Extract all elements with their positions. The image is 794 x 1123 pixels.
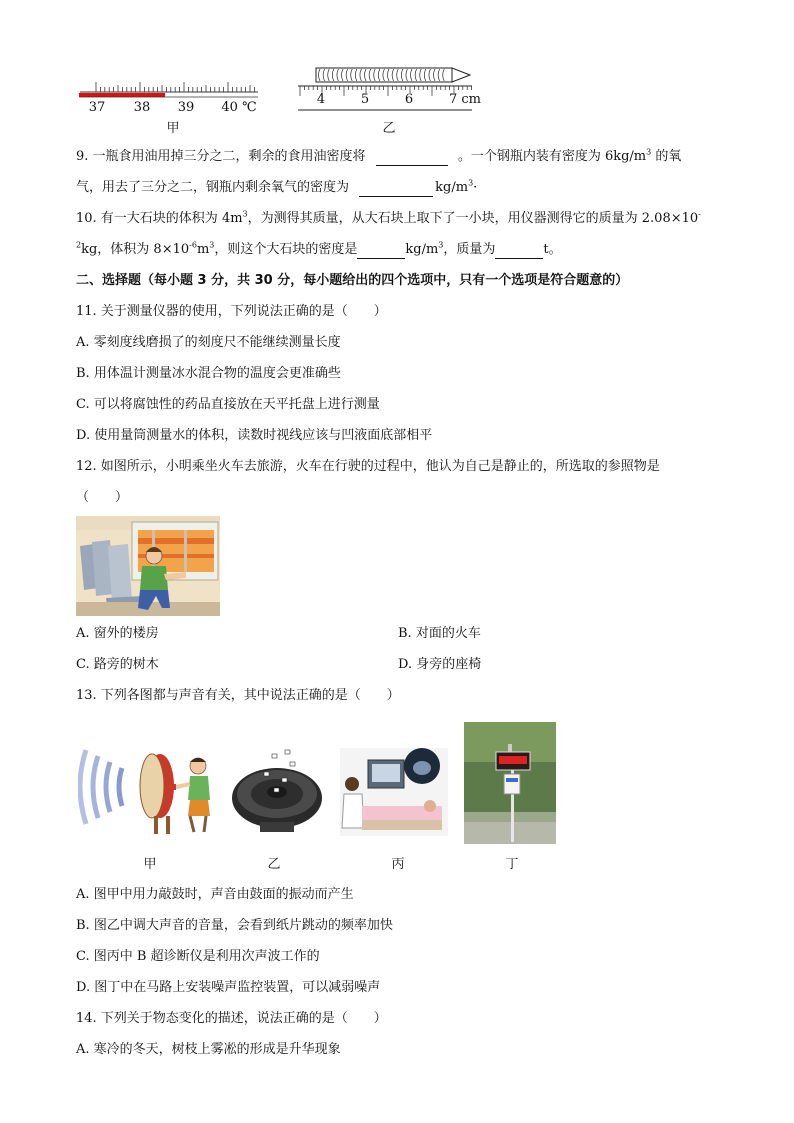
- q9-line-1: [76, 148, 681, 166]
- section-2-heading: 二、选择题（每小题 3 分，共 30 分，每小题给出的四个选项中，只有一个选项是符合题意的）: [76, 273, 629, 288]
- q13-option-d[interactable]: D. 图丁中在马路上安装噪声监控装置，可以减弱噪声: [76, 980, 381, 995]
- q10-pre: 2: [76, 240, 82, 250]
- q9-blank-1[interactable]: [376, 151, 448, 166]
- drum-image: [78, 740, 220, 836]
- pencil-tip: [452, 68, 470, 82]
- ruler-tick-5: 5: [360, 92, 370, 107]
- q10-line-2: [76, 241, 562, 259]
- speaker-image: [230, 748, 324, 836]
- q13-caption-bing: 丙: [391, 857, 405, 872]
- q12-option-d[interactable]: D. 身旁的座椅: [398, 657, 482, 672]
- q11-option-a[interactable]: A. 零刻度线磨损了的刻度尺不能继续测量长度: [76, 335, 341, 350]
- q10-sup-5: 3: [438, 240, 444, 250]
- ruler-tick-7cm: 7 cm: [448, 92, 481, 107]
- thermo-tick-37: 37: [88, 100, 106, 115]
- q9-text-6: ·: [473, 180, 478, 195]
- q11-stem: 11. 关于测量仪器的使用，下列说法正确的是（ ）: [76, 304, 387, 319]
- q12-option-a[interactable]: A. 窗外的楼房: [76, 626, 159, 641]
- q9-text-1: 9. 一瓶食用油用掉三分之二，剩余的食用油密度将: [76, 149, 366, 164]
- q10-text-8: t。: [543, 242, 562, 257]
- q10-sup-1: 3: [242, 209, 248, 219]
- q13-caption-yi: 乙: [267, 857, 281, 872]
- q14-stem: 14. 下列关于物态变化的描述，说法正确的是（ ）: [76, 1011, 387, 1026]
- q13-caption-jia: 甲: [143, 857, 157, 872]
- q13-option-b[interactable]: B. 图乙中调大声音的音量，会看到纸片跳动的频率加快: [76, 918, 393, 933]
- q13-caption-ding: 丁: [505, 857, 519, 872]
- q10-text-4: m: [196, 242, 210, 257]
- q10-sup-4: 3: [209, 240, 215, 250]
- q9-text-3: 的氧: [651, 149, 682, 164]
- q10-blank-1[interactable]: [357, 244, 405, 259]
- thermo-tick-38: 38: [133, 100, 151, 115]
- q10-text-1: 10. 有一大石块的体积为 4m: [76, 211, 243, 226]
- q10-text-7: ，质量为: [443, 242, 496, 257]
- thermo-tick-40: 40 ℃: [221, 100, 257, 115]
- q10-sup-2: -: [698, 209, 701, 219]
- noise-monitor-image: [464, 722, 556, 844]
- q9-sup-2: 3: [468, 178, 474, 188]
- q9-line-2: [76, 179, 477, 197]
- q14-option-a[interactable]: A. 寒冷的冬天，树枝上雾凇的形成是升华现象: [76, 1042, 341, 1057]
- q11-option-d[interactable]: D. 使用量筒测量水的体积，读数时视线应该与凹液面底部相平: [76, 428, 433, 443]
- ruler-tick-6: 6: [404, 92, 414, 107]
- q12-option-c[interactable]: C. 路旁的树木: [76, 657, 159, 672]
- q11-option-b[interactable]: B. 用体温计测量冰水混合物的温度会更准确些: [76, 366, 341, 381]
- q9-text-2: 。一个钢瓶内装有密度为 6kg/m: [457, 149, 647, 164]
- q10-sup-3: -6: [189, 240, 197, 250]
- q13-option-a[interactable]: A. 图甲中用力敲鼓时，声音由鼓面的振动而产生: [76, 887, 354, 902]
- ruler-tick-4: 4: [316, 92, 326, 107]
- q10-text-2: ，为测得其质量，从大石块上取下了一小块，用仪器测得它的质量为 2.08×10: [247, 211, 699, 226]
- q10-text-3: kg，体积为 8×10: [81, 242, 190, 257]
- thermometer-caption: 甲: [166, 121, 180, 136]
- q9-text-4: 气，用去了三分之二，钢瓶内剩余氧气的密度为: [76, 180, 350, 195]
- q10-line-1: [76, 210, 701, 228]
- q9-blank-2[interactable]: [359, 182, 433, 197]
- train-passenger-image: [76, 516, 220, 616]
- mercury-column: [79, 93, 165, 97]
- q9-sup-1: 3: [646, 147, 652, 157]
- q12-stem: 12. 如图所示，小明乘坐火车去旅游，火车在行驶的过程中，他认为自己是静止的，所选取的参照物是: [76, 459, 660, 474]
- q13-option-c[interactable]: C. 图丙中 B 超诊断仪是利用次声波工作的: [76, 949, 320, 964]
- q13-stem: 13. 下列各图都与声音有关，其中说法正确的是（ ）: [76, 688, 400, 703]
- q10-text-5: ，则这个大石块的密度是: [214, 242, 358, 257]
- ultrasound-image: [340, 748, 448, 836]
- q10-text-6: kg/m: [405, 242, 439, 257]
- ruler-caption: 乙: [382, 121, 396, 136]
- q10-blank-2[interactable]: [495, 244, 543, 259]
- q12-option-b[interactable]: B. 对面的火车: [398, 626, 481, 641]
- thermo-tick-39: 39: [177, 100, 195, 115]
- q11-option-c[interactable]: C. 可以将腐蚀性的药品直接放在天平托盘上进行测量: [76, 397, 380, 412]
- q12-paren: （ ）: [76, 490, 129, 505]
- q9-text-5: kg/m: [435, 180, 469, 195]
